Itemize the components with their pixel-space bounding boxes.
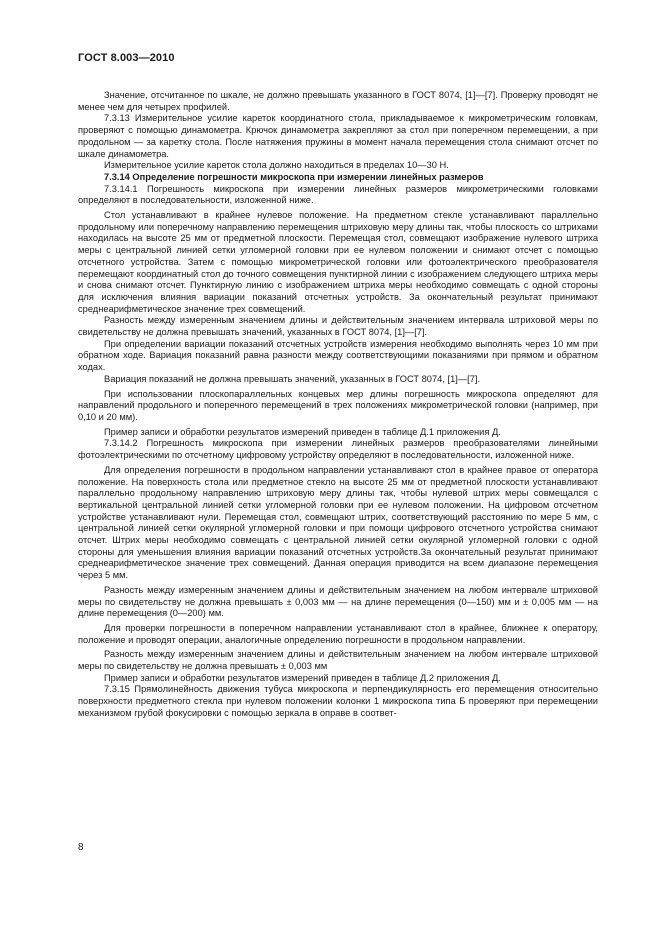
- paragraph: 7.3.14.1 Погрешность микроскопа при измерении линейных размеров микрометрическими головками определяют в последовательности, изложенной ниже.: [78, 183, 598, 206]
- paragraph: Измерительное усилие кареток стола должно находиться в пределах 10—30 Н.: [104, 160, 449, 171]
- paragraph: Значение, отсчитанное по шкале, не должно превышать указанного в ГОСТ 8074, [1]—[7]. Проверку проводят не менее чем для четырех профилей.: [78, 90, 598, 112]
- paragraph: Разность между измеренным значением длины и действительным значением на любом интервале штриховой меры по свидетельству не должна превышать ± 0,003 мм — на длине перемещения (0—150) мм и ± 0,005 мм — на длине перемещения (0—200) мм.: [78, 584, 598, 619]
- page-number: 8: [78, 842, 84, 853]
- paragraph: 7.3.14.2 Погрешность микроскопа при измерении линейных размеров преобразователями линейными фотоэлектрическими по отсчетному цифровому устройству определяют в последовательности, изложенной ниже.: [78, 438, 598, 461]
- paragraph: Для определения погрешности в продольном направлении устанавливают стол в крайнее правое от оператора положение. На поверхность стола или предметное стекло на высоте 25 мм от предметной плоскости устанавливают параллельно продольному направлению штриховую меру длины так, чтобы нулевой штрих меры совмещался с вертикальной центральной линией сетки угломерной головки при ее нулевом положении. На цифровом отсчетном устройстве устанавливают нули. Перемещая стол, совмещают штрих, соответствующий расстоянию по мере 5 мм, с центральной линией сетки окулярной угломерной головки и при помощи цифрового отсчетного устройства снимают отсчет. Штрих меры необходимо совмещать с центральной линией сетки окулярной угломерной головки с одной стороны для уменьшения влияния вариации показаний отсчетных устройств.За окончательный результат принимают среднеарифметическое значение трех совмещений. Данная операция приводится на всем диапазоне перемещения через 5 мм.: [78, 464, 598, 581]
- section-heading: 7.3.14 Определение погрешности микроскопа при измерении линейных размеров: [104, 171, 484, 182]
- paragraph: Пример записи и обработки результатов измерений приведен в таблице Д.1 приложения Д.: [104, 426, 501, 437]
- document-header: ГОСТ 8.003—2010: [78, 52, 175, 64]
- paragraph: Разность между измеренным значением длины и действительным значением на любом интервале штриховой меры по свидетельству не должна превышать ± 0,003 мм: [78, 649, 598, 672]
- paragraph: При использовании плоскопараллельных концевых мер длины погрешность микроскопа определяют для направлений продольного и поперечного перемещений в трех положениях микрометрической головки (например, при 0,10 и 20 мм).: [78, 388, 598, 422]
- paragraph: Вариация показаний не должна превышать значений, указанных в ГОСТ 8074, [1]—[7].: [104, 373, 481, 384]
- document-body: [78, 90, 598, 720]
- paragraph: Разность между измеренным значением длины и действительным значением интервала штриховой меры по свидетельству не должна превышать значений, указанных в ГОСТ 8074, [1]—[7].: [78, 315, 598, 338]
- paragraph: При определении вариации показаний отсчетных устройств измерения необходимо выполнять через 10 мм при обратном ходе. Вариация показаний равна разности между соответствующими показаниями при прямом и обратном ходах.: [78, 338, 598, 373]
- paragraph: Пример записи и обработки результатов измерений приведен в таблице Д.2 приложения Д.: [104, 672, 501, 683]
- paragraph: 7.3.15 Прямолинейность движения тубуса микроскопа и перпендикулярность его перемещения относительно поверхности предметного стекла при нулевом положении колонки 1 микроскопа типа Б проверяют при перемещении механизмом грубой фокусировки с помощью зеркала в оправе в соответ-: [78, 684, 598, 718]
- paragraph: 7.3.13 Измерительное усилие кареток координатного стола, прикладываемое к микрометрическим головкам, проверяют с помощью динамометра. Крючок динамометра закрепляют за стол при поперечном перемещении, а при продольном — за каретку стола. После натяжения пружины в момент начала перемещения стола снимают отсчет по шкале динамометра.: [78, 113, 598, 159]
- paragraph: Для проверки погрешности в поперечном направлении устанавливают стол в крайнее, ближнее к оператору, положение и проводят операции, аналогичные определению погрешности в продольном направлении.: [78, 622, 598, 645]
- paragraph: Стол устанавливают в крайнее нулевое положение. На предметном стекле устанавливают параллельно продольному или поперечному направлению перемещения штриховую меру длины так, чтобы плоскость со штрихами находилась на высоте 25 мм от предметной плоскости. Перемещая стол, совмещают изображение нулевого штриха меры с центральной линией сетки угломерной головки при ее нулевом положении и снимают отсчет с помощью отсчетного устройства. Затем с помощью микрометрической головки или фотоэлектрического преобразователя перемещают координатный стол до точного совмещения пунктирной линии с изображением следующего штриха меры и снова снимают отсчет. Пунктирную линию с изображением штриха меры необходимо совмещать с одной стороны для исключения влияния вариации показаний отсчетных устройств. За окончательный результат принимают среднеарифметическое значение трех совмещений.: [78, 210, 598, 314]
